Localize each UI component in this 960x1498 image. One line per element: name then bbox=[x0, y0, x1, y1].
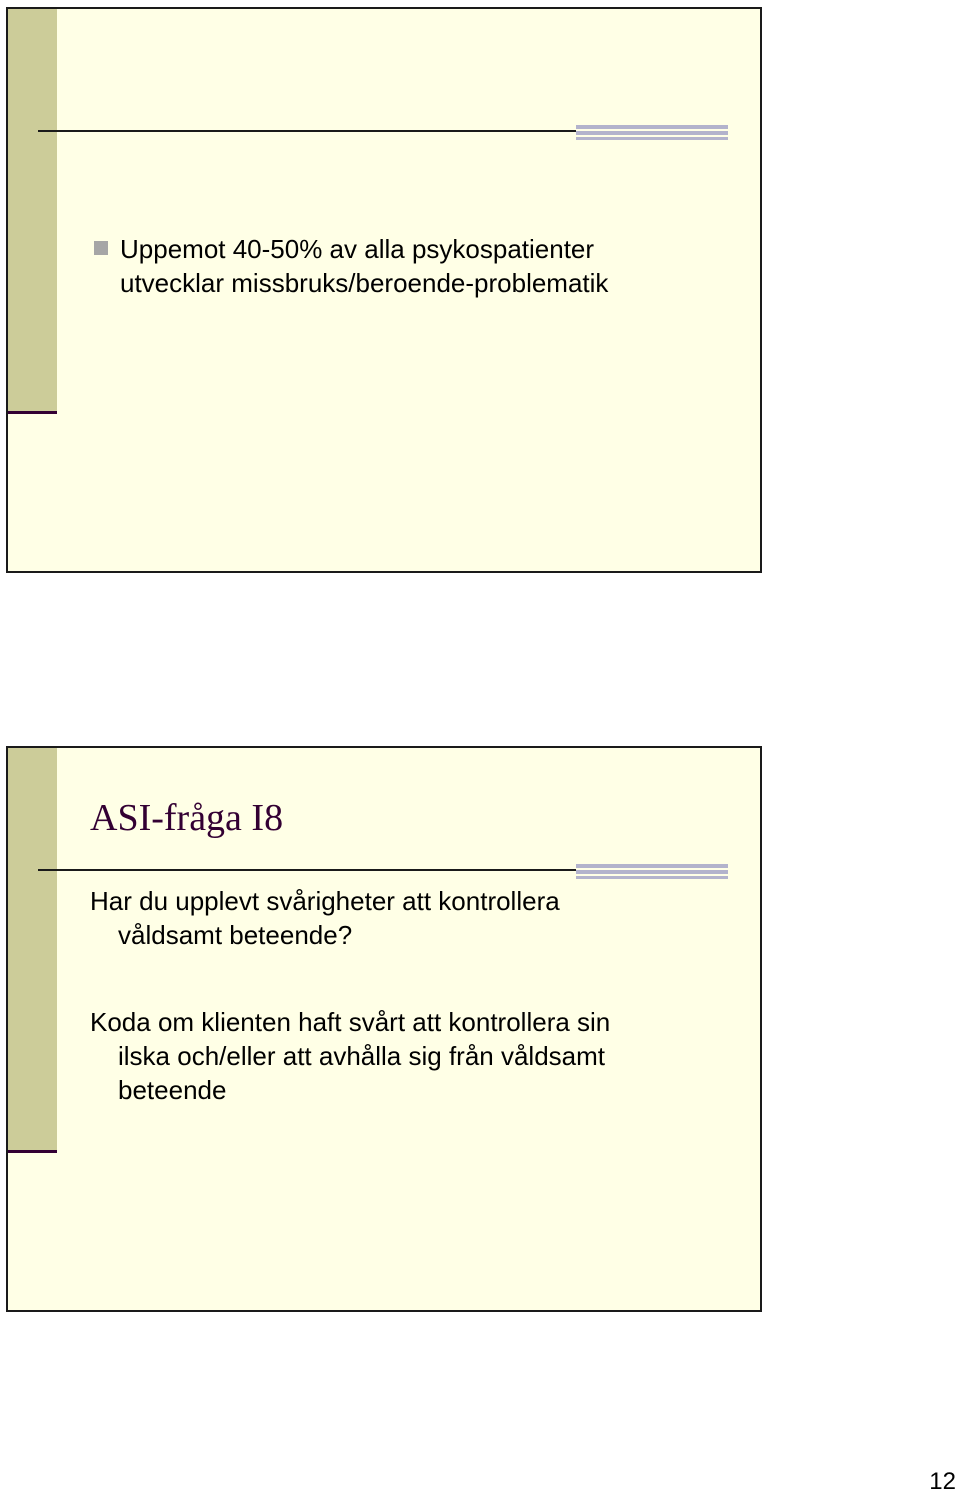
slide-sidebar bbox=[8, 748, 57, 1152]
slide-sidebar bbox=[8, 9, 57, 413]
page-number: 12 bbox=[929, 1468, 956, 1495]
title-rule bbox=[38, 869, 578, 871]
bullet-line: Uppemot 40-50% av alla psykospatienter bbox=[120, 234, 595, 264]
title-rule bbox=[38, 130, 578, 132]
paragraph-line: Har du upplevt svårigheter att kontrollera bbox=[90, 886, 560, 916]
bullet-item bbox=[94, 232, 754, 300]
sidebar-divider bbox=[8, 1150, 57, 1153]
slide-2 bbox=[6, 746, 762, 1312]
square-bullet-icon bbox=[94, 241, 108, 255]
paragraph-line: Koda om klienten haft svårt att kontrollera sin bbox=[90, 1007, 611, 1037]
bullet-text bbox=[120, 232, 754, 300]
sidebar-divider bbox=[8, 411, 57, 414]
slide-1 bbox=[6, 7, 762, 573]
rule-accent-stripes bbox=[576, 864, 728, 879]
paragraph-line: ilska och/eller att avhålla sig från våldsamt bbox=[118, 1041, 606, 1071]
rule-accent-stripes bbox=[576, 125, 728, 140]
bullet-line: utvecklar missbruks/beroende-problematik bbox=[120, 268, 609, 298]
coding-instruction-paragraph bbox=[90, 1005, 750, 1107]
paragraph-line: våldsamt beteende? bbox=[118, 920, 353, 950]
slide-title: ASI-fråga I8 bbox=[90, 797, 284, 839]
paragraph-line: beteende bbox=[118, 1075, 227, 1105]
question-paragraph bbox=[90, 884, 750, 952]
